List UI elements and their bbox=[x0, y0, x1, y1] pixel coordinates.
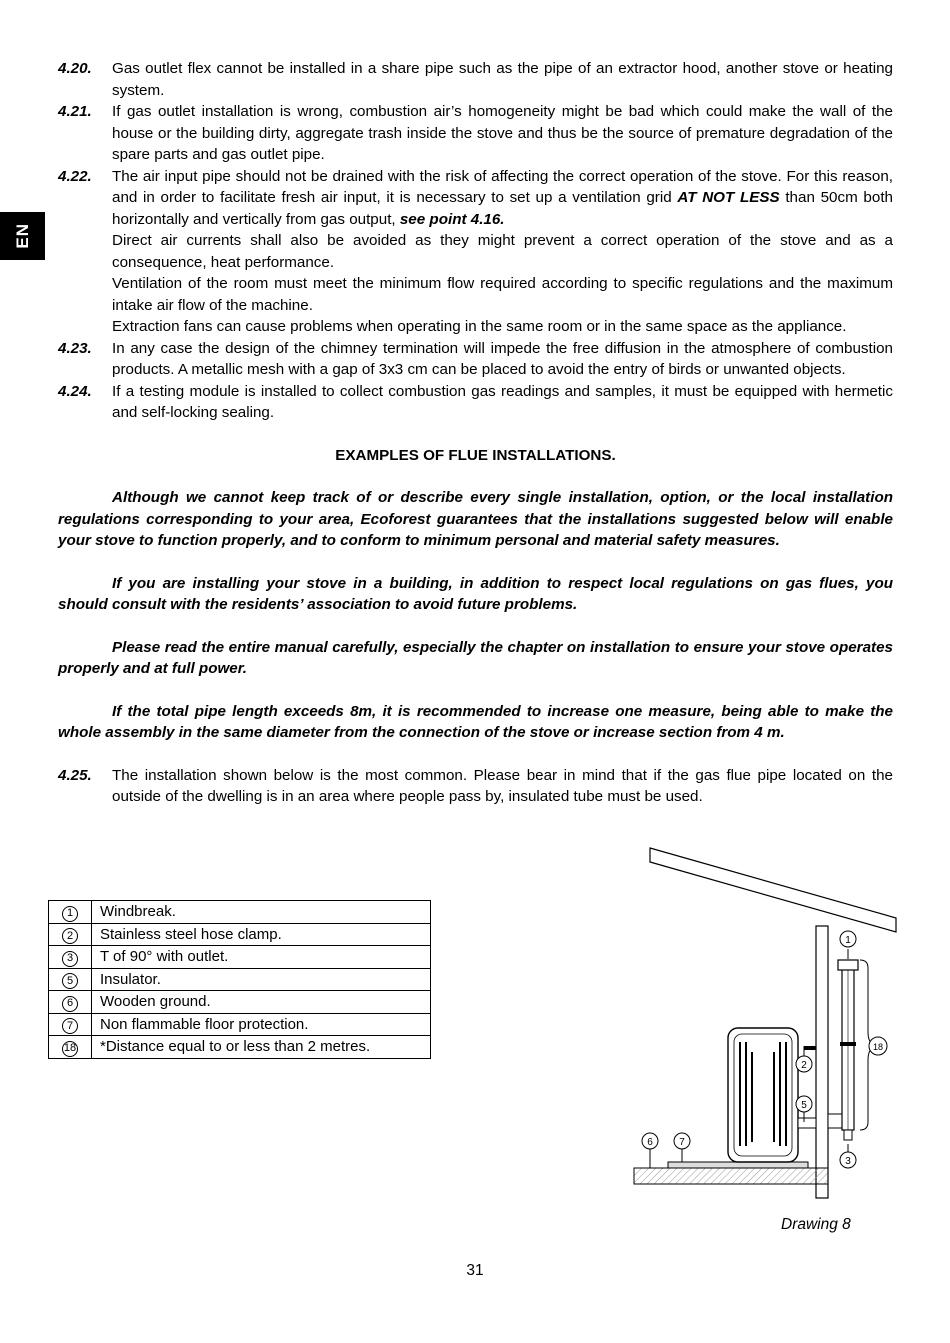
note-paragraph: Although we cannot keep track of or describe every single installation, option, or the local installation regulations corresponding to your area, Ecoforest guarantees that the installations suggested below will enable your stove to function properly, and to conform to minimum personal and material safety measures. bbox=[58, 489, 893, 549]
item-text: If gas outlet installation is wrong, combustion air’s homogeneity might be bad which could make the wall of the house or the building dirty, aggregate trash inside the stove and thus be the source of premature degradation of the spare parts and gas outlet pipe. bbox=[112, 103, 893, 163]
legend-label: T of 90° with outlet. bbox=[92, 946, 431, 969]
item-number: 4.22. bbox=[58, 167, 92, 185]
legend-label: Stainless steel hose clamp. bbox=[92, 923, 431, 946]
note-paragraph: Please read the entire manual carefully, especially the chapter on installation to ensure your stove operates properly and at full power. bbox=[58, 638, 893, 677]
legend-table bbox=[48, 900, 431, 1059]
page-content bbox=[58, 58, 893, 808]
item-number: 4.25. bbox=[58, 766, 92, 784]
legend-number: 3 bbox=[62, 951, 78, 967]
callout-label: 6 bbox=[647, 1137, 653, 1148]
legend-number: 1 bbox=[62, 906, 78, 922]
legend-row bbox=[49, 901, 431, 924]
item-number: 4.24. bbox=[58, 382, 92, 400]
callout-label: 1 bbox=[845, 935, 851, 946]
item-extra-paragraph: Extraction fans can cause problems when operating in the same room or in the same space as the appliance. bbox=[112, 318, 847, 335]
legend-row bbox=[49, 946, 431, 969]
drawing-caption: Drawing 8 bbox=[781, 1216, 851, 1233]
legend-number: 2 bbox=[62, 928, 78, 944]
legend-row bbox=[49, 968, 431, 991]
item-4-21 bbox=[58, 101, 893, 166]
callout-label: 3 bbox=[845, 1156, 851, 1167]
legend-label: Insulator. bbox=[92, 968, 431, 991]
item-number: 4.21. bbox=[58, 103, 92, 120]
item-text bbox=[112, 166, 893, 231]
roof-illustration bbox=[650, 848, 896, 932]
floor-illustration bbox=[634, 1168, 828, 1184]
legend-number: 7 bbox=[62, 1018, 78, 1034]
legend-number: 5 bbox=[62, 973, 78, 989]
section-heading: EXAMPLES OF FLUE INSTALLATIONS. bbox=[335, 446, 616, 464]
page-number: 31 bbox=[466, 1262, 484, 1279]
legend-label: Windbreak. bbox=[92, 901, 431, 924]
item-4-24 bbox=[58, 381, 893, 424]
callout-label: 7 bbox=[679, 1137, 685, 1148]
legend-row bbox=[49, 1013, 431, 1036]
item-extra-paragraph: Direct air currents shall also be avoided as they might prevent a correct operation of the stove and as a consequence, heat performance. bbox=[112, 232, 893, 271]
language-tab-label: EN bbox=[12, 223, 32, 249]
legend-row bbox=[49, 1036, 431, 1059]
item-number: 4.23. bbox=[58, 339, 92, 357]
item-4-20 bbox=[58, 58, 893, 101]
item-4-25 bbox=[58, 765, 893, 808]
stove-illustration bbox=[728, 1028, 798, 1162]
item-text-part: The air input pipe should not be drained with the risk of affecting the correct operation of the stove. For this reason, and in order to facilitate fresh air input, it is necessary to set up a ventilation grid bbox=[112, 167, 893, 206]
item-text: Gas outlet flex cannot be installed in a share pipe such as the pipe of an extractor hood, another stove or heating system. bbox=[112, 60, 893, 99]
legend-label: *Distance equal to or less than 2 metres. bbox=[92, 1036, 431, 1059]
floor-protection-illustration bbox=[668, 1162, 808, 1168]
wall-illustration bbox=[816, 926, 828, 1198]
legend-label: Wooden ground. bbox=[92, 991, 431, 1014]
language-tab bbox=[0, 212, 45, 260]
item-number: 4.20. bbox=[58, 60, 92, 77]
callout-label: 2 bbox=[801, 1060, 807, 1071]
installation-drawing bbox=[628, 842, 898, 1204]
cross-reference: see point 4.16. bbox=[399, 210, 505, 228]
item-4-23 bbox=[58, 338, 893, 381]
callout-label: 18 bbox=[872, 1042, 884, 1052]
emphasis-text: AT NOT LESS bbox=[677, 189, 780, 206]
legend-label: Non flammable floor protection. bbox=[92, 1013, 431, 1036]
note-paragraph: If you are installing your stove in a building, in addition to respect local regulations on gas flues, you should consult with the residents’ association to avoid future problems. bbox=[58, 574, 893, 613]
callout-label: 5 bbox=[801, 1100, 807, 1111]
item-text: The installation shown below is the most common. Please bear in mind that if the gas flue pipe located on the outside of the dwelling is in an area where people pass by, insulated tube must be used. bbox=[112, 766, 893, 805]
legend-number: 18 bbox=[62, 1041, 78, 1057]
item-text: In any case the design of the chimney termination will impede the free diffusion in the atmosphere of combustion products. A metallic mesh with a gap of 3x3 cm can be placed to avoid the entry of birds or unwanted objects. bbox=[112, 339, 893, 378]
windbreak-illustration bbox=[838, 960, 858, 970]
legend-row bbox=[49, 923, 431, 946]
note-paragraph: If the total pipe length exceeds 8m, it is recommended to increase one measure, being able to make the whole assembly in the same diameter from the connection of the stove or increase section from 4 m. bbox=[58, 702, 893, 741]
item-text: If a testing module is installed to collect combustion gas readings and samples, it must be equipped with hermetic and self-locking sealing. bbox=[112, 382, 893, 421]
item-text-part: than 50cm both horizontally and vertically from gas output, bbox=[112, 189, 893, 228]
legend-number: 6 bbox=[62, 996, 78, 1012]
item-extra-paragraph: Ventilation of the room must meet the minimum flow required according to specific regulations and the maximum intake air flow of the machine. bbox=[112, 275, 893, 314]
item-4-22 bbox=[58, 166, 893, 338]
legend-row bbox=[49, 991, 431, 1014]
